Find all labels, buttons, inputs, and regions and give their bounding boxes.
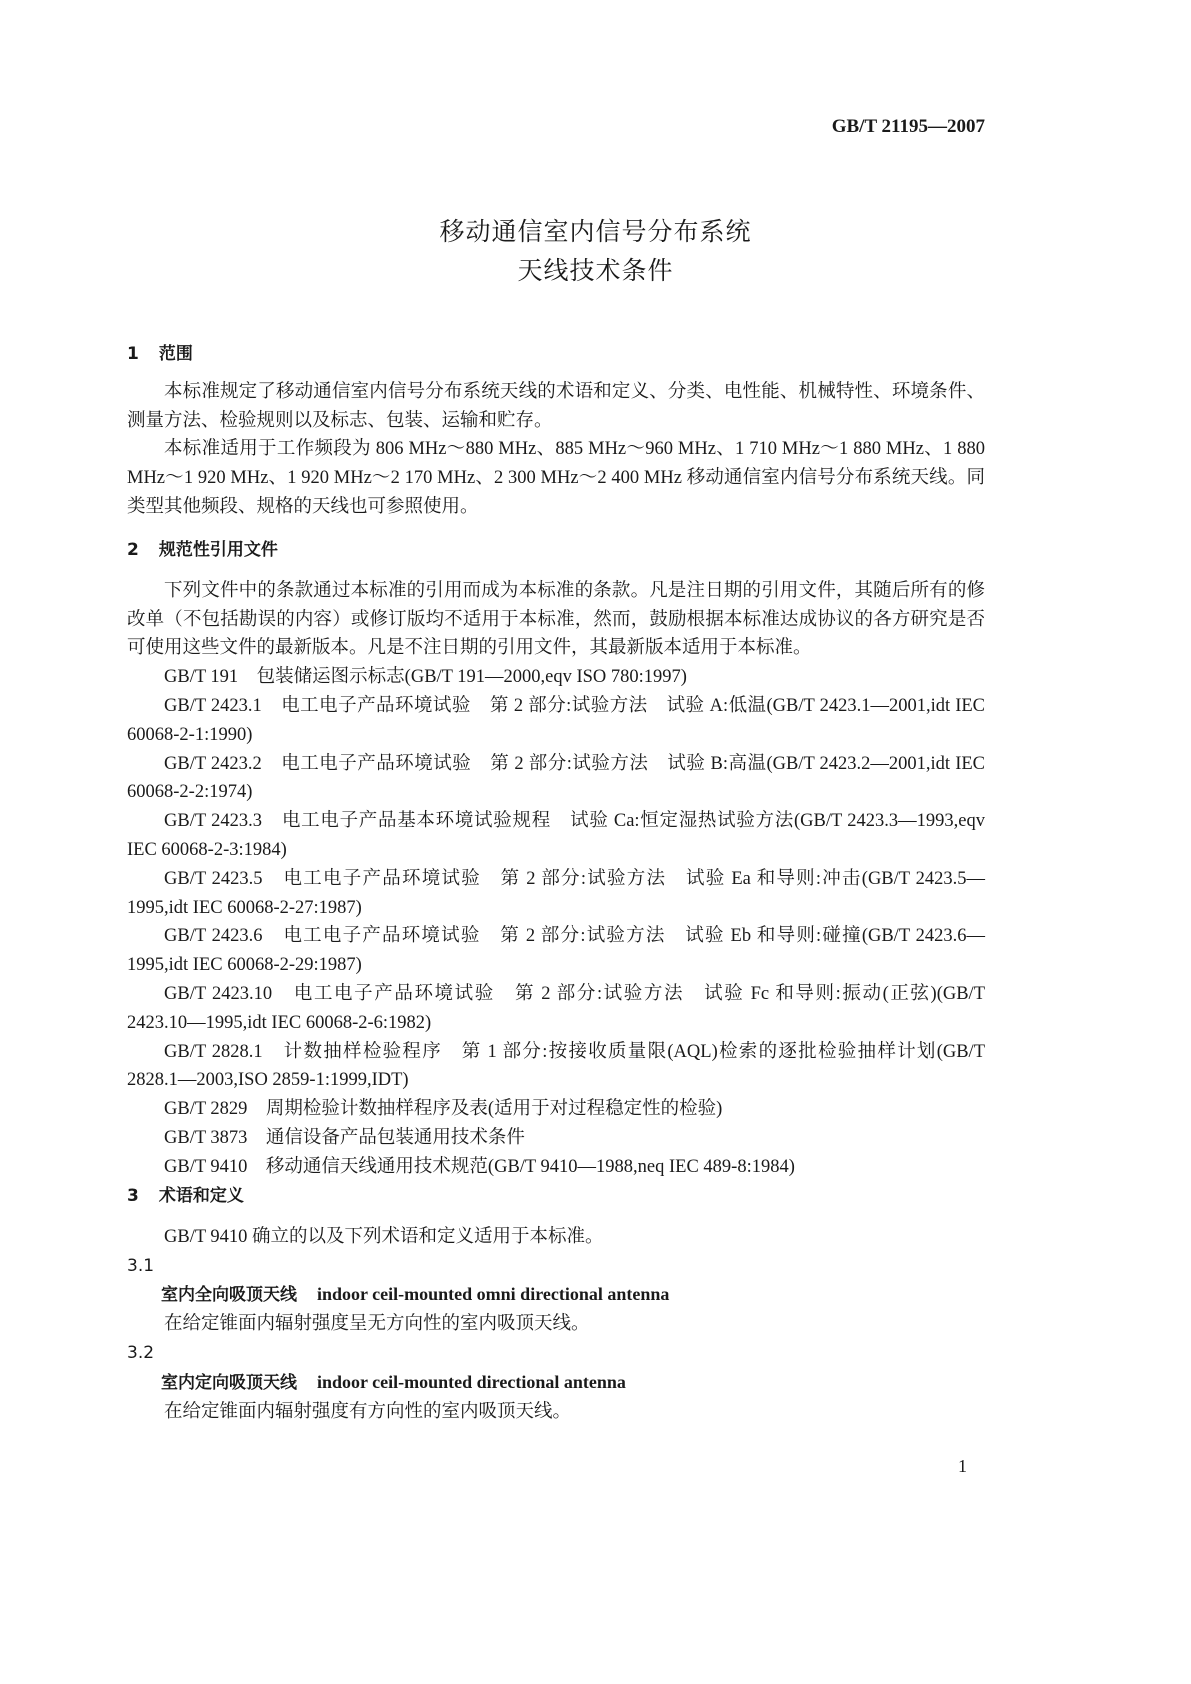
page-number: 1 bbox=[958, 1456, 967, 1476]
section-title: 范围 bbox=[158, 344, 193, 364]
section-terms-definitions bbox=[127, 1182, 985, 1426]
term-en: indoor ceil-mounted directional antenna bbox=[317, 1371, 626, 1392]
section-scope bbox=[127, 340, 985, 522]
section-normative-references bbox=[127, 536, 985, 1182]
term-number: 3.1 bbox=[127, 1255, 155, 1276]
section-heading bbox=[127, 1182, 985, 1211]
reference-item: GB/T 9410 移动通信天线通用技术规范(GB/T 9410—1988,neq IEC 489-8:1984) bbox=[164, 1156, 795, 1177]
title-line-1: 移动通信室内信号分布系统 bbox=[439, 217, 752, 246]
reference-item: GB/T 2423.5 电工电子产品环境试验 第 2 部分:试验方法 试验 Ea 和导则:冲击(GB/T 2423.5—1995,idt IEC 60068-2-27:1987) bbox=[127, 868, 985, 918]
reference-item: GB/T 2828.1 计数抽样检验程序 第 1 部分:按接收质量限(AQL)检索的逐批检验抽样计划(GB/T 2828.1—2003,ISO 2859-1:1999,IDT) bbox=[127, 1041, 985, 1091]
standard-number: GB/T 21195—2007 bbox=[831, 116, 985, 137]
reference-item: GB/T 2423.10 电工电子产品环境试验 第 2 部分:试验方法 试验 Fc 和导则:振动(正弦)(GB/T 2423.10—1995,idt IEC 60068-2-6:1982) bbox=[127, 983, 985, 1033]
section-number: 1 bbox=[127, 344, 139, 364]
document-title bbox=[0, 212, 1191, 290]
term-en: indoor ceil-mounted omni directional antenna bbox=[317, 1284, 670, 1305]
paragraph: GB/T 9410 确立的以及下列术语和定义适用于本标准。 bbox=[164, 1226, 604, 1247]
term-cn: 室内全向吸顶天线 bbox=[161, 1285, 297, 1306]
term-title bbox=[127, 1280, 985, 1310]
reference-item: GB/T 2829 周期检验计数抽样程序及表(适用于对过程稳定性的检验) bbox=[164, 1099, 723, 1120]
reference-item: GB/T 191 包装储运图示标志(GB/T 191—2000,eqv ISO 780:1997) bbox=[164, 667, 687, 688]
term-number: 3.2 bbox=[127, 1342, 155, 1363]
paragraph: 本标准适用于工作频段为 806 MHz～880 MHz、885 MHz～960 MHz、1 710 MHz～1 880 MHz、1 880 MHz～1 920 MHz、1 920 MHz～2 170 MHz、2 300 MHz～2 400 MHz 移动通信室内信号分布系统天线。同类型其他频段、规格的天线也可参照使用。 bbox=[127, 439, 985, 517]
section-title: 规范性引用文件 bbox=[158, 540, 278, 560]
term-title bbox=[127, 1368, 985, 1398]
reference-item: GB/T 2423.3 电工电子产品基本环境试验规程 试验 Ca:恒定湿热试验方法(GB/T 2423.3—1993,eqv IEC 60068-2-3:1984) bbox=[127, 811, 985, 860]
reference-item: GB/T 3873 通信设备产品包装通用技术条件 bbox=[164, 1127, 525, 1148]
section-number: 3 bbox=[127, 1186, 139, 1206]
term-cn: 室内定向吸顶天线 bbox=[161, 1372, 297, 1393]
title-line-2: 天线技术条件 bbox=[517, 256, 674, 285]
reference-item: GB/T 2423.2 电工电子产品环境试验 第 2 部分:试验方法 试验 B:高温(GB/T 2423.2—2001,idt IEC 60068-2-2:1974) bbox=[127, 753, 985, 803]
reference-item: GB/T 2423.1 电工电子产品环境试验 第 2 部分:试验方法 试验 A:低温(GB/T 2423.1—2001,idt IEC 60068-2-1:1990) bbox=[127, 695, 985, 745]
section-number: 2 bbox=[127, 540, 139, 560]
section-heading bbox=[127, 536, 985, 565]
section-title: 术语和定义 bbox=[158, 1186, 244, 1206]
paragraph: 本标准规定了移动通信室内信号分布系统天线的术语和定义、分类、电性能、机械特性、环境条件、测量方法、检验规则以及标志、包装、运输和贮存。 bbox=[127, 381, 985, 431]
paragraph: 下列文件中的条款通过本标准的引用而成为本标准的条款。凡是注日期的引用文件，其随后所有的修改单（不包括勘误的内容）或修订版均不适用于本标准，然而，鼓励根据本标准达成协议的各方研究是否可使用这些文件的最新版本。凡是不注日期的引用文件，其最新版本适用于本标准。 bbox=[127, 580, 985, 659]
term-definition: 在给定锥面内辐射强度有方向性的室内吸顶天线。 bbox=[164, 1401, 572, 1422]
reference-item: GB/T 2423.6 电工电子产品环境试验 第 2 部分:试验方法 试验 Eb 和导则:碰撞(GB/T 2423.6—1995,idt IEC 60068-2-29:1987) bbox=[127, 926, 985, 976]
section-heading bbox=[127, 340, 985, 369]
term-definition: 在给定锥面内辐射强度呈无方向性的室内吸顶天线。 bbox=[164, 1314, 590, 1335]
